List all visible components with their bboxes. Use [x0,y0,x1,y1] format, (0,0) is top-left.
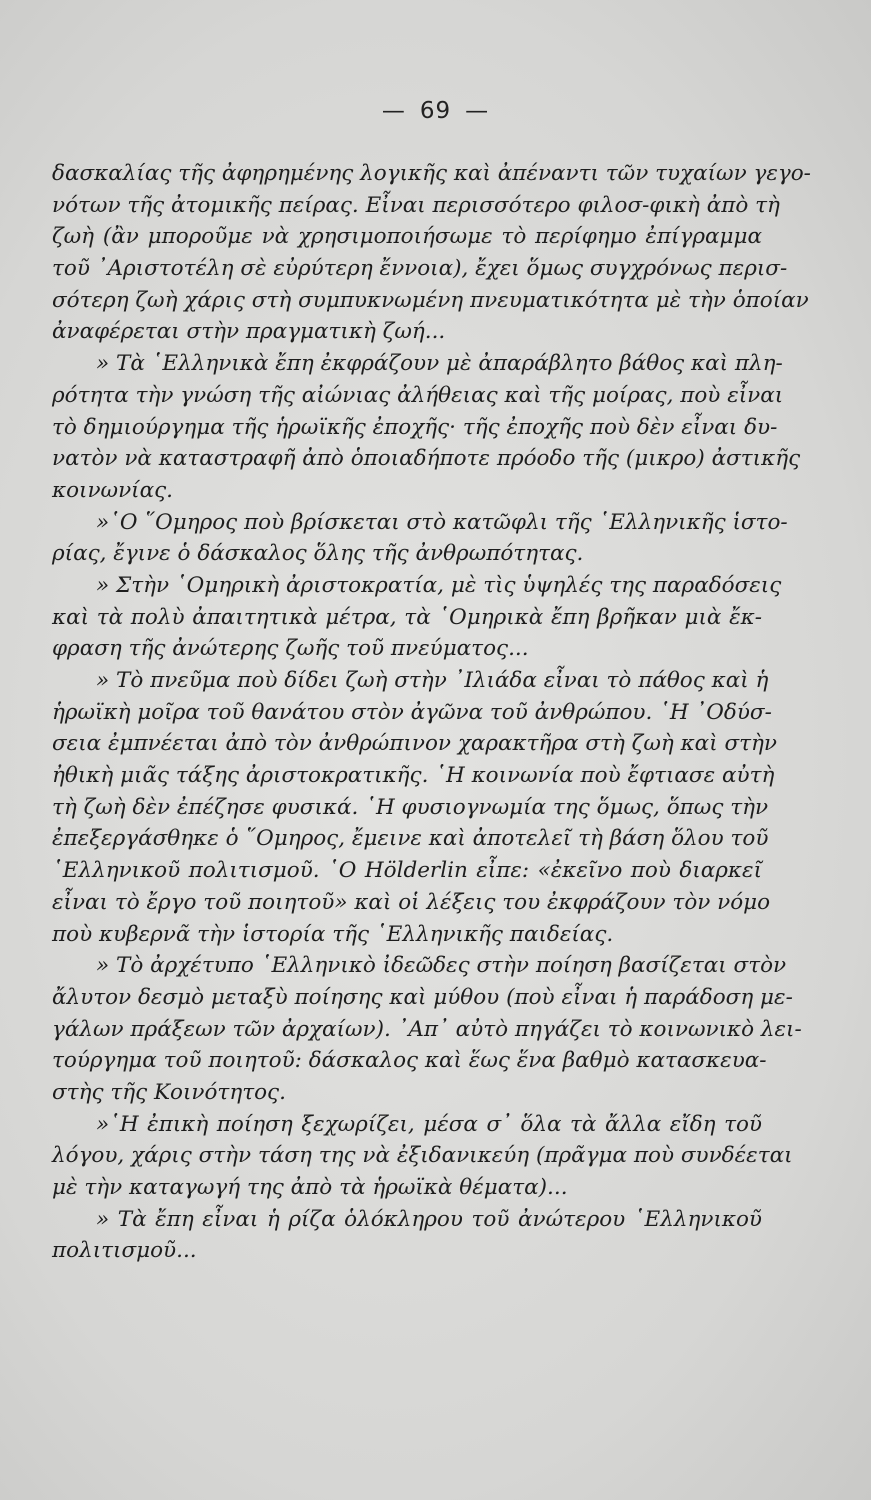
text-line: σότερη ζωὴ χάρις στὴ συμπυκνωμένη πνευματικότητα μὲ τὴν ὁποίαν [52,287,809,313]
text-line: » Τὰ ῾Ελληνικὰ ἔπη ἐκφράζουν μὲ ἀπαράβλητο βάθος καὶ πλη- [96,351,783,377]
text-line: ποὺ κυβερνᾶ τὴν ἱστορία τῆς ῾Ελληνικῆς παιδείας. [52,921,614,947]
text-line: » Τὸ πνεῦμα ποὺ δίδει ζωὴ στὴν ᾿Ιλιάδα εἶναι τὸ πάθος καὶ ἡ [96,668,769,693]
text-line: γάλων πράξεων τῶν ἀρχαίων). ᾿Απ᾿ αὐτὸ πηγάζει τὸ κοινωνικὸ λει- [52,1016,802,1042]
text-line: ἠθικὴ μιᾶς τάξης ἀριστοκρατικῆς. ῾Η κοινωνία ποὺ ἔφτιασε αὐτὴ [52,763,775,789]
text-line: κοινωνίας. [52,477,173,503]
page-number-value: 69 [419,98,452,124]
text-line: πολιτισμοῦ... [52,1238,197,1264]
text-line: ἐπεξεργάσθηκε ὁ ῞Ομηρος, ἔμεινε καὶ ἀποτελεῖ τὴ βάση ὅλου τοῦ [52,826,769,852]
text-line: τὴ ζωὴ δὲν ἐπέζησε φυσικά. ῾Η φυσιογνωμία της ὅμως, ὅπως τὴν [52,794,769,820]
text-line: » Τὸ ἀρχέτυπο ῾Ελληνικὸ ἰδεῶδες στὴν ποίηση βασίζεται στὸν [96,953,787,979]
page-number: — 69 — [381,98,490,124]
text-line: » Τὰ ἔπη εἶναι ἡ ρίζα ὁλόκληρου τοῦ ἀνώτερου ῾Ελληνικοῦ [96,1206,762,1232]
text-line: νατὸν νὰ καταστραφῆ ἀπὸ ὁποιαδήποτε πρόοδο τῆς (μικρο) ἀστικῆς [52,446,801,472]
text-line: μὲ τὴν καταγωγή της ἀπὸ τὰ ἡρωϊκὰ θέματα)... [52,1175,568,1200]
text-line: εἶναι τὸ ἔργο τοῦ ποιητοῦ» καὶ οἱ λέξεις του ἐκφράζουν τὸν νόμο [52,889,771,915]
text-line: ἀναφέρεται στὴν πραγματικὴ ζωή... [52,319,446,345]
text-line: δασκαλίας τῆς ἀφηρημένης λογικῆς καὶ ἀπέναντι τῶν τυχαίων γεγο- [52,161,811,186]
text-line: ζωὴ (ἂν μποροῦμε νὰ χρησιμοποιήσωμε τὸ περίφημο ἐπίγραμμα [52,224,762,250]
text-line: τοῦ ᾿Αριστοτέλη σὲ εὐρύτερη ἔννοια), ἔχει ὅμως συγχρόνως περισ- [52,256,788,282]
text-line: σεια ἐμπνέεται ἀπὸ τὸν ἀνθρώπινον χαρακτῆρα στὴ ζωὴ καὶ στὴν [52,731,777,757]
text-line: τούργημα τοῦ ποιητοῦ: δάσκαλος καὶ ἕως ἕνα βαθμὸ κατασκευα- [52,1048,767,1074]
text-line: στὴς τῆς Κοινότητος. [52,1079,286,1105]
body-text [52,158,811,1267]
text-line: νότων τῆς ἀτομικῆς πείρας. Εἶναι περισσότερο φιλοσ-φικὴ ἀπὸ τὴ [52,192,780,218]
text-line: λόγου, χάρις στὴν τάση της νὰ ἐξιδανικεύη (πρᾶγμα ποὺ συνδέεται [52,1143,793,1169]
text-line: ῾Ελληνικοῦ πολιτισμοῦ. ῾Ο Hölderlin εἶπε: «ἐκεῖνο ποὺ διαρκεῖ [52,858,762,884]
text-line: ἡρωϊκὴ μοῖρα τοῦ θανάτου στὸν ἀγῶνα τοῦ ἀνθρώπου. ῾Η ᾿Οδύσ- [52,699,772,725]
text-line: ρότητα τὴν γνώση τῆς αἰώνιας ἀλήθειας καὶ τῆς μοίρας, ποὺ εἶναι [52,382,784,408]
text-line: » Στὴν ῾Ομηρικὴ ἀριστοκρατία, μὲ τὶς ὑψηλές της παραδόσεις [96,572,782,598]
text-line: ἄλυτον δεσμὸ μεταξὺ ποίησης καὶ μύθου (ποὺ εἶναι ἡ παράδοση με- [52,984,793,1010]
text-line: »῾Η ἐπικὴ ποίηση ξεχωρίζει, μέσα σ᾿ ὅλα τὰ ἄλλα εἴδη τοῦ [96,1111,762,1137]
text-line: τὸ δημιούργημα τῆς ἡρωϊκῆς ἐποχῆς· τῆς ἐποχῆς ποὺ δὲν εἶναι δυ- [52,414,778,440]
text-line: καὶ τὰ πολὺ ἀπαιτητικὰ μέτρα, τὰ ῾Ομηρικὰ ἔπη βρῆκαν μιὰ ἔκ- [52,604,762,630]
text-line: ρίας, ἔγινε ὁ δάσκαλος ὅλης τῆς ἀνθρωπότητας. [52,541,584,567]
text-line: »῾Ο ῞Ομηρος ποὺ βρίσκεται στὸ κατῶφλι τῆς ῾Ελληνικῆς ἱστο- [96,509,788,535]
text-line: φραση τῆς ἀνώτερης ζωῆς τοῦ πνεύματος... [52,636,529,662]
